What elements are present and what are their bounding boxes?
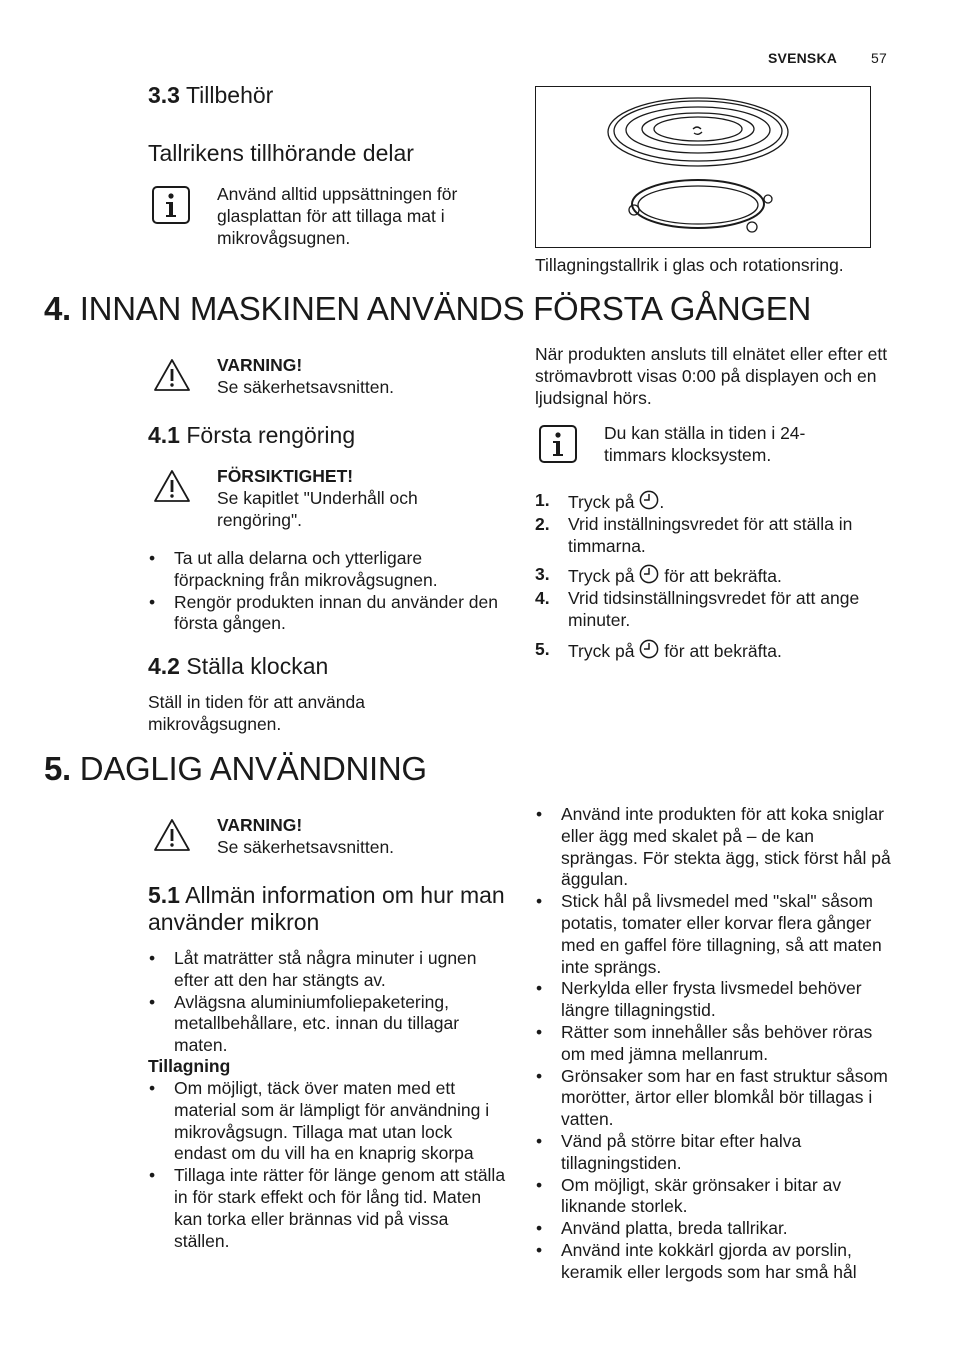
step-item	[535, 564, 885, 588]
list-item: • Låt maträtter stå några minuter i ugnen efter att den har stängts av.	[148, 948, 508, 992]
step-text-suffix: för att bekräfta.	[659, 640, 782, 661]
caution-text: Se kapitlet "Underhåll och rengöring".	[217, 487, 418, 530]
step-item	[535, 514, 885, 558]
list-item: • Vänd på större bitar efter halva tillagningstiden.	[535, 1131, 895, 1175]
list-item: • Om möjligt, täck över maten med ett material som är lämpligt för användning i mikrovågsugn. Tillaga mat utan lock endast om du vill ha en knaprig skorpa	[148, 1078, 508, 1165]
list-item: • Nerkylda eller frysta livsmedel behöver längre tillagningstid.	[535, 978, 895, 1022]
general-info-list	[148, 948, 508, 1057]
list-item: • Använd inte kokkärl gjorda av porslin, keramik eller lergods som har små hål	[535, 1240, 895, 1284]
step-text: Tryck på	[568, 640, 635, 661]
section-title: Första rengöring	[186, 422, 356, 448]
figure-frame	[535, 86, 871, 248]
warning-title: VARNING!	[217, 355, 303, 375]
list-item: • Tillaga inte rätter för länge genom att ställa in för stark effekt och för lång tid. Maten kan torka eller brännas vid på vissa ställen.	[148, 1165, 508, 1252]
clock-intro-text: Ställ in tiden för att använda mikrovågsugnen.	[148, 692, 365, 734]
plate-parts-heading: Tallrikens tillhörande delar	[148, 140, 414, 166]
step-item	[535, 588, 885, 632]
info-text: Du kan ställa in tiden i 24-timmars klocksystem.	[604, 423, 806, 465]
warning-icon	[152, 468, 192, 504]
section-title: Tillbehör	[185, 82, 274, 108]
section-title: Allmän information om hur man använder mikron	[148, 882, 505, 935]
list-item: • Avlägsna aluminiumfoliepaketering, metallbehållare, etc. innan du tillagar maten.	[148, 992, 508, 1057]
step-text: Tryck på	[568, 566, 635, 587]
list-item: • Rengör produkten innan du använder den första gången.	[148, 592, 498, 636]
cooking-list	[148, 1078, 508, 1252]
section-number: 4.2	[148, 653, 180, 679]
step-item	[535, 490, 885, 514]
warning-icon	[152, 817, 192, 853]
clock-icon	[639, 564, 659, 584]
step-number: 3.	[535, 564, 550, 585]
clock-icon	[639, 490, 659, 510]
section-4-2-heading	[148, 653, 328, 680]
warning-text: Se säkerhetsavsnitten.	[217, 836, 395, 857]
chapter-number: 4.	[44, 290, 71, 327]
step-text-suffix: för att bekräfta.	[659, 566, 782, 587]
section-number: 5.1	[148, 882, 180, 908]
section-3-3-heading	[148, 82, 273, 109]
power-on-text: När produkten ansluts till elnätet eller efter ett strömavbrott visas 0:00 på displayen och en ljudsignal hörs.	[535, 344, 888, 408]
cooking-tips-list	[535, 804, 895, 1284]
glass-tray-illustration	[536, 87, 870, 247]
step-number: 1.	[535, 490, 550, 510]
caution-block	[217, 466, 467, 531]
cleaning-list	[148, 548, 498, 635]
section-title: Ställa klockan	[186, 653, 329, 679]
warning-title: VARNING!	[217, 815, 303, 835]
step-text: Vrid inställningsvredet för att ställa in timmarna.	[568, 513, 853, 556]
step-text-suffix: .	[659, 492, 665, 512]
list-item: • Grönsaker som har en fast struktur såsom morötter, ärtor eller blomkål bör tillagas i vatten.	[535, 1066, 895, 1131]
warning-block	[217, 815, 394, 859]
step-text: Vrid tidsinställningsvredet för att ange minuter.	[568, 588, 860, 630]
list-item: • Använd inte produkten för att koka sniglar eller ägg med skalet på – de kan sprängas. För stekta ägg, stick först hål på äggulan.	[535, 804, 895, 891]
step-number: 5.	[535, 638, 550, 659]
page-header	[0, 50, 954, 70]
list-item: • Använd platta, breda tallrikar.	[535, 1218, 895, 1240]
section-5-1-heading	[148, 882, 508, 936]
section-5-heading	[44, 749, 427, 789]
figure-caption: Tillagningstallrik i glas och rotationsring.	[535, 255, 844, 275]
warning-text: Se säkerhetsavsnitten.	[217, 376, 395, 397]
cooking-subheading: Tillagning	[148, 1056, 231, 1076]
chapter-number: 5.	[44, 750, 71, 787]
step-text: Tryck på	[568, 492, 635, 512]
language-label: SVENSKA	[768, 50, 838, 66]
chapter-title: DAGLIG ANVÄNDNING	[79, 750, 427, 787]
info-icon	[538, 424, 578, 464]
step-item	[535, 639, 885, 663]
list-item: • Om möjligt, skär grönsaker i bitar av liknande storlek.	[535, 1175, 895, 1219]
clock-steps	[535, 490, 885, 663]
page-number: 57	[871, 50, 887, 66]
step-number: 2.	[535, 513, 550, 534]
step-number: 4.	[535, 588, 550, 609]
chapter-title: INNAN MASKINEN ANVÄNDS FÖRSTA GÅNGEN	[79, 290, 812, 327]
list-item: • Rätter som innehåller sås behöver röras om med jämna mellanrum.	[535, 1022, 895, 1066]
caution-title: FÖRSIKTIGHET!	[217, 466, 354, 486]
info-text: Använd alltid uppsättningen för glasplattan för att tillaga mat i mikrovågsugnen.	[217, 184, 458, 248]
section-4-heading	[44, 289, 811, 329]
list-item: • Ta ut alla delarna och ytterligare förpackning från mikrovågsugnen.	[148, 548, 498, 592]
info-icon	[151, 185, 191, 225]
list-item: • Stick hål på livsmedel med "skal" såsom potatis, tomater eller korvar flera gånger med en gaffel före tillagning, så att maten inte sprängs.	[535, 891, 895, 978]
warning-block	[217, 355, 394, 399]
section-number: 4.1	[148, 422, 180, 448]
clock-icon	[639, 639, 659, 659]
section-4-1-heading	[148, 422, 355, 449]
warning-icon	[152, 357, 192, 393]
section-number: 3.3	[148, 82, 180, 108]
